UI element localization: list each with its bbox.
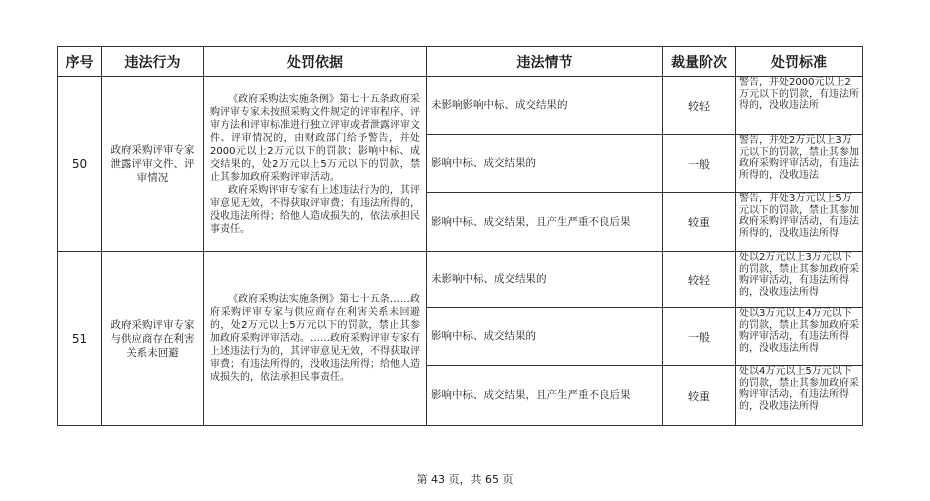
situation-cell: 未影响中标、成交结果的: [427, 252, 663, 308]
standard-text: 处以4万元以上5万元以下的罚款，禁止其参加政府采购评审活动，有违法所得的，没收违法所得: [739, 366, 859, 412]
penalty-table: [57, 46, 863, 426]
standard-cell: [736, 252, 863, 308]
standard-text: 警告，并处2万元以上3万元以下的罚款，禁止其参加政府采购评审活动，有违法所得的，没收违法: [739, 135, 859, 181]
header-situation: 违法情节: [427, 47, 663, 77]
basis-cell: [204, 77, 427, 252]
header-basis: 处罚依据: [204, 47, 427, 77]
level-cell: 较重: [663, 193, 736, 252]
row-number: 50: [58, 77, 102, 252]
situation-cell: 未影响影响中标、成交结果的: [427, 77, 663, 135]
header-level: 裁量阶次: [663, 47, 736, 77]
header-violation: 违法行为: [102, 47, 204, 77]
standard-cell: [736, 366, 863, 426]
standard-cell: [736, 308, 863, 366]
level-cell: 一般: [663, 308, 736, 366]
header-no: 序号: [58, 47, 102, 77]
standard-text: 处以2万元以上3万元以下的罚款，禁止其参加政府采购评审活动，有违法所得的，没收违法所得: [739, 252, 859, 298]
standard-cell: [736, 77, 863, 135]
table-row: [58, 77, 863, 135]
basis-paragraph: 政府采购评审专家有上述违法行为的，其评审意见无效，不得获取评审费；有违法所得的，没收违法所得；给他人造成损失的，依法承担民事责任。: [210, 184, 420, 235]
page-footer: 第 43 页，共 65 页: [416, 473, 514, 486]
standard-text: 警告，并处3万元以上5万元以下的罚款，禁止其参加政府采购评审活动，有违法所得的，没收违法所得: [739, 193, 859, 239]
header-standard: 处罚标准: [736, 47, 863, 77]
situation-cell: 影响中标、成交结果，且产生严重不良后果: [427, 366, 663, 426]
violation-cell: 政府采购评审专家泄露评审文件、评审情况: [102, 77, 204, 252]
level-cell: 较轻: [663, 252, 736, 308]
situation-cell: 影响中标、成交结果的: [427, 308, 663, 366]
situation-cell: 影响中标、成交结果的: [427, 135, 663, 193]
table-header-row: [58, 47, 863, 77]
level-cell: 一般: [663, 135, 736, 193]
violation-cell: 政府采购评审专家与供应商存在利害关系未回避: [102, 252, 204, 426]
level-cell: 较轻: [663, 77, 736, 135]
standard-text: 警告，并处2000元以上2万元以下的罚款，有违法所得的，没收违法所: [739, 77, 859, 111]
basis-cell: [204, 252, 427, 426]
row-number: 51: [58, 252, 102, 426]
standard-cell: [736, 135, 863, 193]
standard-cell: [736, 193, 863, 252]
standard-text: 处以3万元以上4万元以下的罚款，禁止其参加政府采购评审活动，有违法所得的，没收违法所得: [739, 308, 859, 354]
basis-paragraph: 《政府采购法实施条例》第七十五条政府采购评审专家未按照采购文件规定的评审程序、评审方法和评审标准进行独立评审或者泄露评审文件、评审情况的，由财政部门给予警告，并处2000元以上2万元以下的罚款；影响中标、成交结果的，处2万元以上5万元以下的罚款，禁止其参加政府采购评审活动。: [210, 93, 420, 183]
basis-paragraph: 《政府采购法实施条例》第七十五条……政府采购评审专家与供应商存在利害关系未回避的，处2万元以上5万元以下的罚款，禁止其参加政府采购评审活动。……政府采购评审专家有上述违法行为的，其评审意见无效，不得获取评审费；有违法所得的，没收违法所得；给他人造成损失的，依法承担民事责任。: [210, 294, 420, 383]
level-cell: 较重: [663, 366, 736, 426]
situation-cell: 影响中标、成交结果，且产生严重不良后果: [427, 193, 663, 252]
table-row: [58, 252, 863, 308]
